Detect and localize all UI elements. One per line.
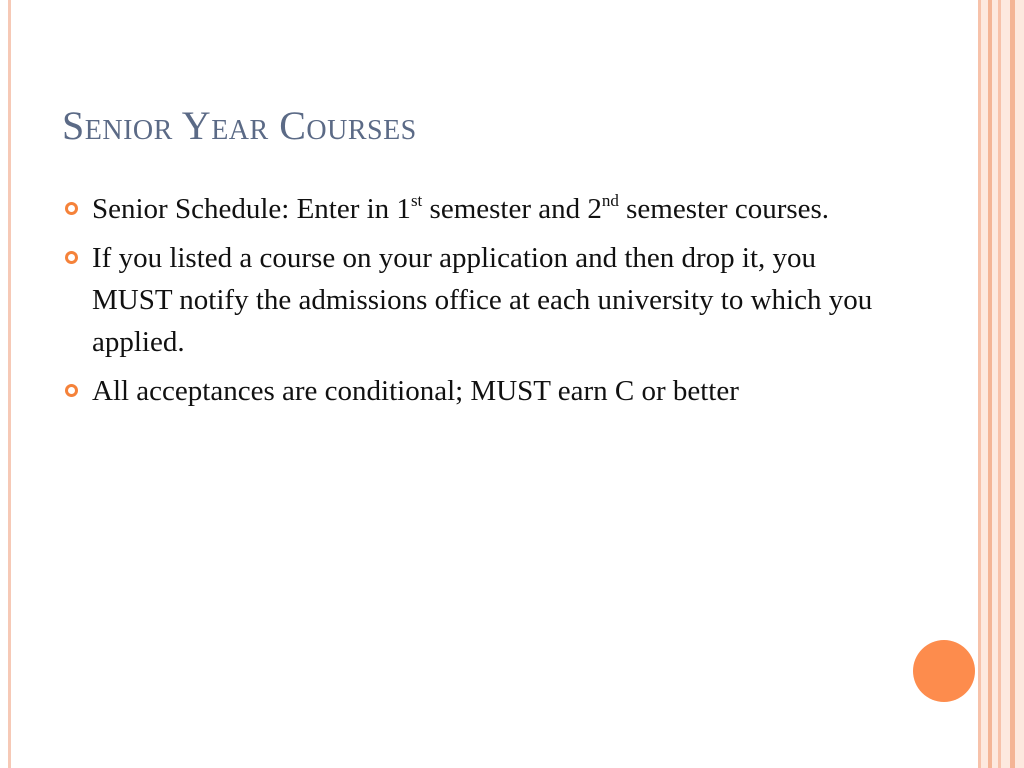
orange-ring-bullet-icon [65, 251, 78, 264]
orange-circle-icon [913, 640, 975, 702]
bullet-text: If you listed a course on your application and then drop it, you MUST notify the admissions office at each university to which you applied. [92, 242, 873, 358]
superscript: st [410, 191, 423, 210]
right-stripe [998, 0, 1001, 768]
bullet-item [92, 188, 882, 230]
right-stripe [988, 0, 992, 768]
left-frame-line [8, 0, 11, 768]
superscript: nd [601, 191, 619, 210]
orange-ring-bullet-icon [65, 202, 78, 215]
right-stripe [1010, 0, 1015, 768]
orange-ring-bullet-icon [65, 384, 78, 397]
slide-title: Senior Year Courses [62, 103, 417, 148]
bullet-item [92, 237, 882, 363]
right-stripe-band [978, 0, 1024, 768]
bullet-list [92, 188, 882, 419]
bullet-item [92, 370, 882, 412]
right-stripe [978, 0, 981, 768]
bullet-text: All acceptances are conditional; MUST earn C or better [92, 375, 739, 407]
bullet-text: Senior Schedule: Enter in 1st semester and 2nd semester courses. [92, 191, 830, 225]
